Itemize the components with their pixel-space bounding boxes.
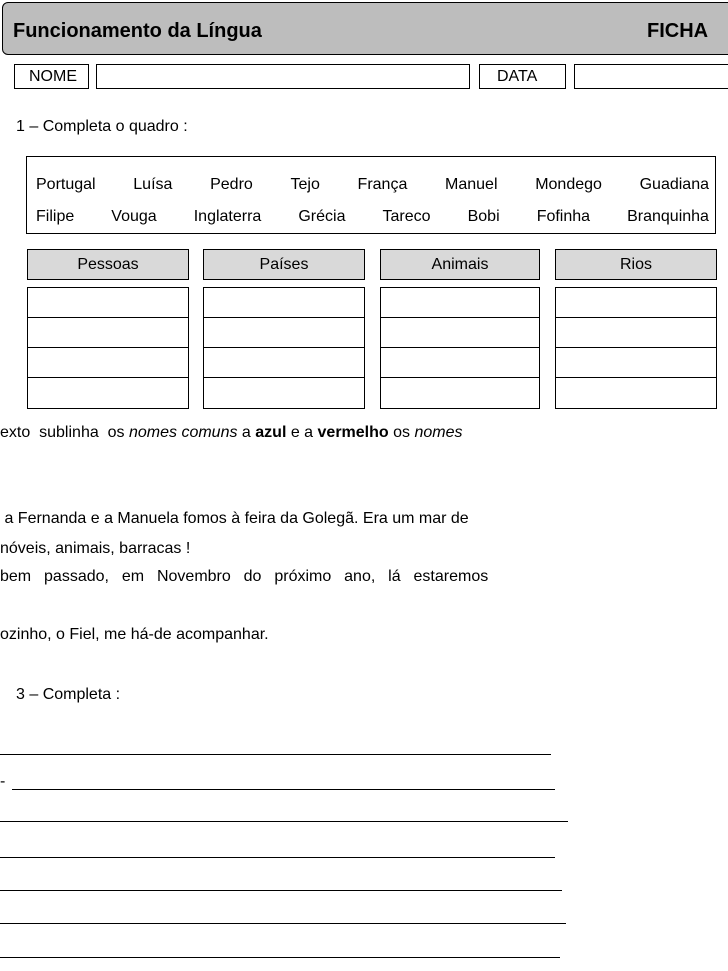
- answer-cell[interactable]: [380, 317, 540, 348]
- word: Pedro: [210, 176, 253, 193]
- answer-cell[interactable]: [380, 347, 540, 378]
- date-field[interactable]: [574, 64, 728, 89]
- answer-line[interactable]: [0, 923, 566, 924]
- instruction-text: exto sublinha os: [0, 424, 129, 441]
- word: Filipe: [36, 208, 75, 225]
- word: Portugal: [36, 176, 96, 193]
- text-line: ozinho, o Fiel, me há-de acompanhar.: [0, 626, 269, 643]
- page-title: Funcionamento da Língua: [13, 20, 262, 42]
- word: Fofinha: [536, 208, 591, 225]
- column-header-rios: Rios: [555, 249, 717, 280]
- answer-line[interactable]: [0, 754, 551, 755]
- answer-cell[interactable]: [27, 377, 189, 409]
- date-label-box: [479, 64, 566, 89]
- answer-cell[interactable]: [203, 347, 365, 378]
- answer-cell[interactable]: [555, 377, 717, 409]
- ficha-label: FICHA: [647, 20, 709, 42]
- text-line: a Fernanda e a Manuela fomos à feira da Golegã. Era um mar de: [0, 510, 469, 527]
- text-line: bem passado, em Novembro do próximo ano, lá estaremos: [0, 568, 489, 585]
- answer-cell[interactable]: [555, 347, 717, 378]
- word-bank: [26, 156, 716, 234]
- instruction-text: os: [388, 424, 415, 441]
- name-field[interactable]: [96, 64, 470, 89]
- column-header-paises: Países: [203, 249, 365, 280]
- word: Manuel: [445, 176, 498, 193]
- answer-cell[interactable]: [203, 377, 365, 409]
- word: Luísa: [133, 176, 173, 193]
- answer-line[interactable]: [0, 890, 562, 891]
- line-prefix: -: [0, 773, 6, 790]
- word: França: [357, 176, 408, 193]
- answer-cell[interactable]: [380, 377, 540, 409]
- instruction-text: a: [237, 424, 256, 441]
- exercise3-title: 3 – Completa :: [16, 686, 121, 703]
- answer-line[interactable]: [0, 857, 555, 858]
- word: Grécia: [298, 208, 346, 225]
- name-label: NOME: [29, 68, 77, 85]
- word: Branquinha: [627, 208, 709, 225]
- answer-cell[interactable]: [203, 317, 365, 348]
- word: Inglaterra: [193, 208, 262, 225]
- word: Vouga: [111, 208, 157, 225]
- word: Tareco: [382, 208, 431, 225]
- column-header-animais: Animais: [380, 249, 540, 280]
- instruction-bold: vermelho: [317, 424, 389, 441]
- answer-cell[interactable]: [27, 347, 189, 378]
- answer-cell[interactable]: [27, 317, 189, 348]
- instruction-emphasis: nomes: [414, 424, 463, 441]
- word: Mondego: [535, 176, 602, 193]
- answer-cell[interactable]: [380, 287, 540, 318]
- answer-cell[interactable]: [203, 287, 365, 318]
- answer-line[interactable]: [0, 957, 560, 958]
- answer-line[interactable]: [0, 821, 568, 822]
- word: Tejo: [290, 176, 320, 193]
- answer-line[interactable]: [12, 789, 555, 790]
- word-row-1: [36, 176, 709, 194]
- instruction-bold: azul: [255, 424, 287, 441]
- word: Guadiana: [639, 176, 709, 193]
- page-header: [2, 2, 728, 55]
- column-header-pessoas: Pessoas: [27, 249, 189, 280]
- instruction-emphasis: nomes comuns: [128, 424, 238, 441]
- answer-cell[interactable]: [27, 287, 189, 318]
- instruction-text: e a: [286, 424, 318, 441]
- word-row-2: [36, 208, 709, 226]
- exercise1-title: 1 – Completa o quadro :: [16, 118, 188, 135]
- exercise2-instruction: [0, 424, 463, 442]
- date-label: DATA: [497, 68, 538, 85]
- word: Bobi: [467, 208, 500, 225]
- text-line: nóveis, animais, barracas !: [0, 540, 191, 557]
- name-label-box: [14, 64, 89, 89]
- answer-cell[interactable]: [555, 287, 717, 318]
- answer-cell[interactable]: [555, 317, 717, 348]
